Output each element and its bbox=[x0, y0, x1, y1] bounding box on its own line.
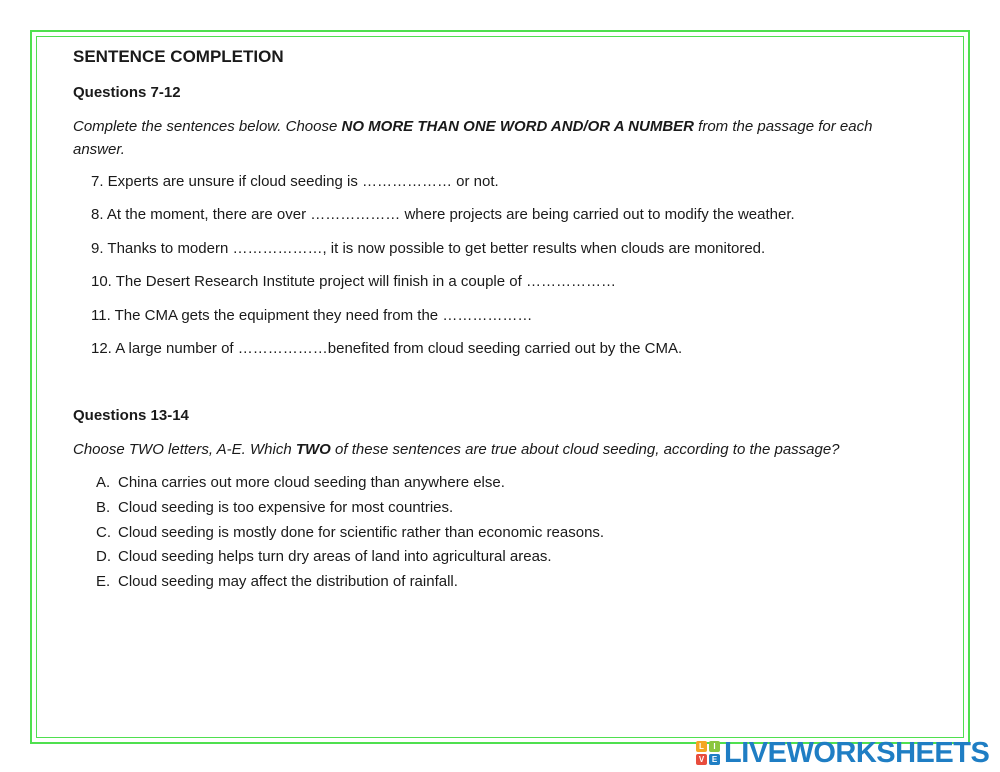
option-text: Cloud seeding is too expensive for most countries. bbox=[118, 498, 454, 516]
section2-instruction-bold: TWO bbox=[295, 441, 331, 458]
option-letter: B. bbox=[96, 498, 111, 516]
option-d[interactable] bbox=[96, 547, 604, 572]
logo-block-e: E bbox=[709, 754, 720, 765]
section2-instruction-pre: Choose TWO letters, A-E. Which bbox=[73, 441, 296, 458]
option-letter: D. bbox=[96, 548, 111, 566]
logo-blocks-icon bbox=[696, 741, 720, 765]
question-11[interactable]: 11. The CMA gets the equipment they need from the ……………… bbox=[91, 306, 533, 324]
section2-heading: Questions 13-14 bbox=[73, 407, 189, 424]
option-e[interactable] bbox=[96, 572, 604, 597]
section1-instruction bbox=[73, 115, 923, 161]
option-letter: A. bbox=[96, 474, 111, 491]
page-title: SENTENCE COMPLETION bbox=[73, 47, 284, 66]
option-text: Cloud seeding helps turn dry areas of land into agricultural areas. bbox=[118, 548, 552, 566]
question-8[interactable]: 8. At the moment, there are over ……………… where projects are being carried out to modify the weather. bbox=[91, 206, 795, 224]
option-text: China carries out more cloud seeding than anywhere else. bbox=[118, 474, 505, 491]
question-10[interactable]: 10. The Desert Research Institute project will finish in a couple of ……………… bbox=[91, 273, 616, 291]
option-list bbox=[96, 473, 604, 597]
question-12[interactable]: 12. A large number of ………………benefited from cloud seeding carried out by the CMA. bbox=[91, 339, 683, 357]
option-a[interactable] bbox=[96, 473, 604, 498]
option-letter: E. bbox=[96, 573, 111, 591]
section1-instruction-pre: Complete the sentences below. Choose bbox=[73, 118, 342, 135]
section1-instruction-bold: NO MORE THAN ONE WORD AND/OR A NUMBER bbox=[341, 118, 694, 135]
option-c[interactable] bbox=[96, 523, 604, 548]
section2-instruction bbox=[73, 438, 923, 461]
section1-instruction-post: from the passage for each answer. bbox=[73, 118, 873, 158]
section2-instruction-post: of these sentences are true about cloud seeding, according to the passage? bbox=[330, 441, 840, 458]
logo-block-l: L bbox=[696, 741, 707, 752]
question-list bbox=[91, 172, 795, 372]
option-text: Cloud seeding may affect the distribution of rainfall. bbox=[118, 573, 458, 591]
logo-block-v: V bbox=[696, 754, 707, 765]
logo-text: LIVEWORKSHEETS bbox=[724, 737, 990, 769]
option-letter: C. bbox=[96, 523, 111, 541]
section1-heading: Questions 7-12 bbox=[73, 84, 181, 101]
question-7[interactable]: 7. Experts are unsure if cloud seeding is ……………… or not. bbox=[91, 173, 499, 190]
question-9[interactable]: 9. Thanks to modern ………………, it is now possible to get better results when clouds are monitored. bbox=[91, 239, 766, 257]
logo-block-i: I bbox=[709, 741, 720, 752]
option-text: Cloud seeding is mostly done for scientific rather than economic reasons. bbox=[118, 523, 605, 541]
liveworksheets-logo[interactable] bbox=[696, 738, 989, 768]
option-b[interactable] bbox=[96, 498, 604, 523]
